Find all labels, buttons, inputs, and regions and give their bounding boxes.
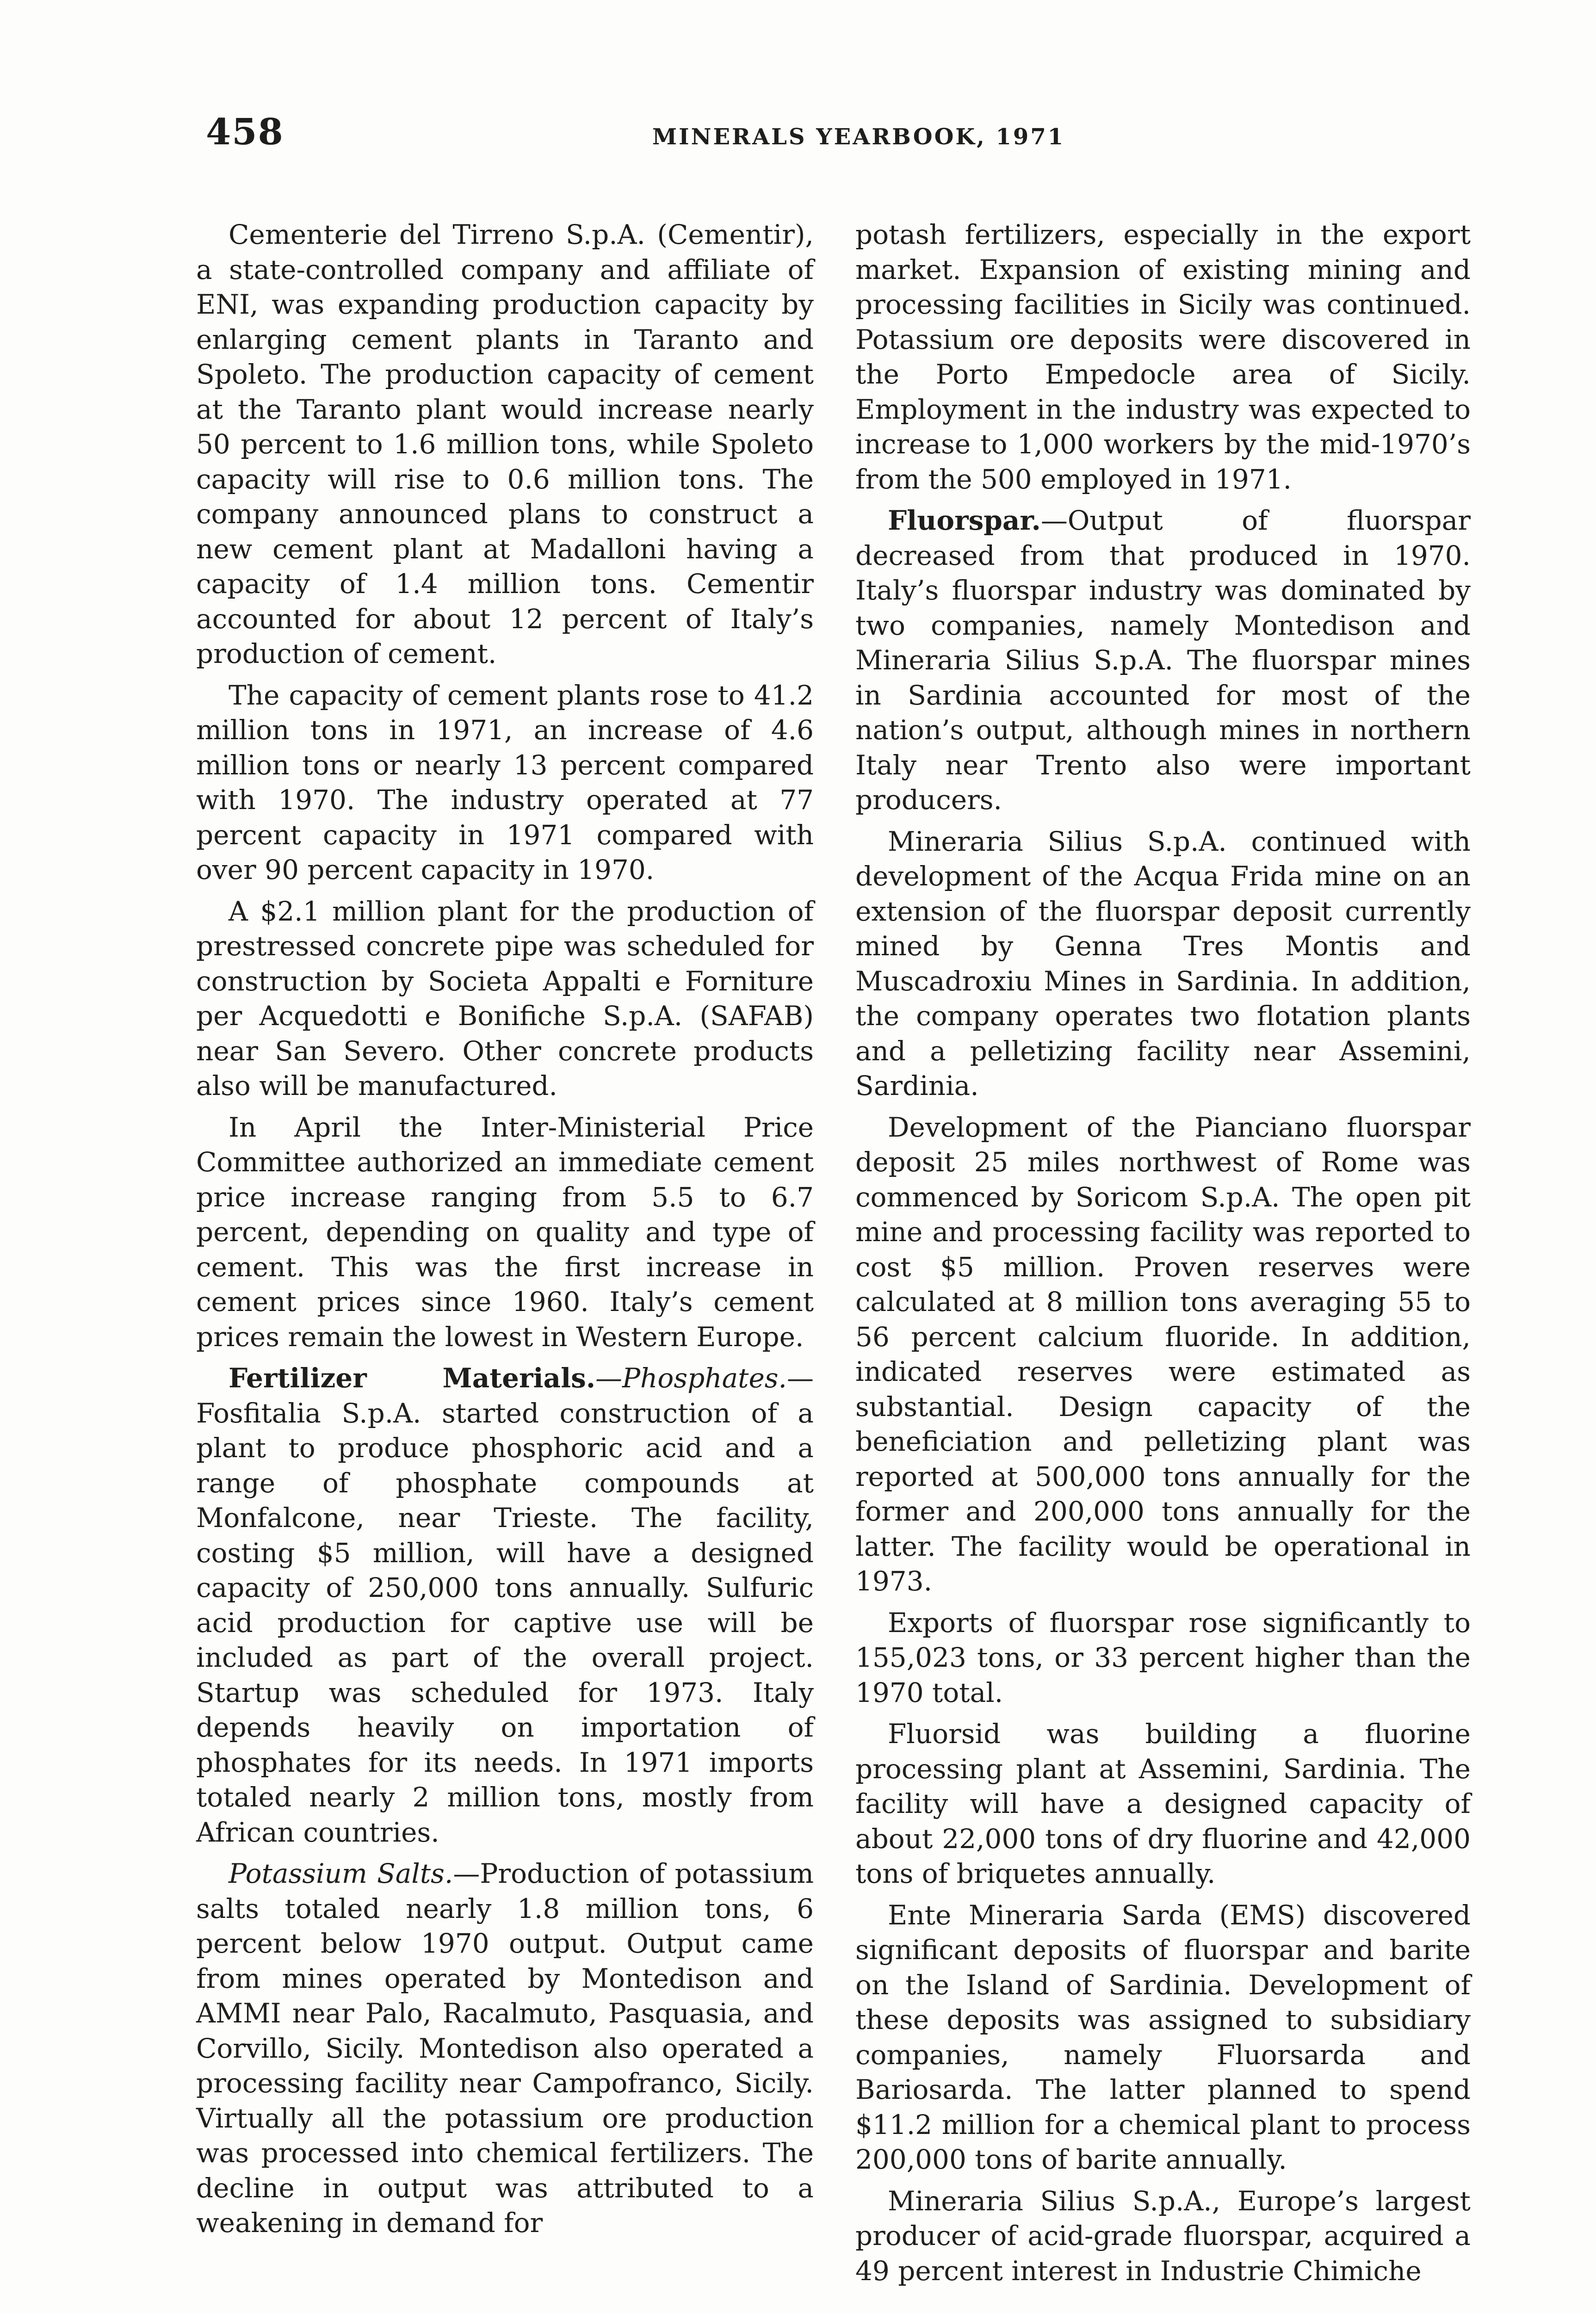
subheading-phosphates: —Phosphates. (595, 1362, 787, 1394)
paragraph: Mineraria Silius S.p.A. continued with development of the Acqua Frida mine on an extension of the fluorspar deposit currently mined by Genna Tres Montis and Muscadroxiu Mines in Sardinia. In addition, the company operates two flotation plants and a pelletizing facility near Assemini, Sardinia. (855, 825, 1471, 1101)
paragraph (196, 1856, 814, 2241)
section-heading-fertilizer: Fertilizer Materials. (229, 1362, 596, 1394)
running-title: MINERALS YEARBOOK, 1971 (652, 124, 1065, 150)
paragraph (196, 1361, 814, 1850)
page-number: 458 (206, 111, 284, 153)
paragraph: The capacity of cement plants rose to 41.2 million tons in 1971, an increase of 4.6 million tons or nearly 13 percent compared with 1970. The industry operated at 77 percent capacity in 1971 compared with over 90 percent capacity in 1970. (196, 679, 814, 885)
paragraph: potash fertilizers, especially in the export market. Expansion of existing mining and processing facilities in Sicily was continued. Potassium ore deposits were discovered in the Porto Empedocle area of Sicily. Employment in the industry was expected to increase to 1,000 workers by the mid-1970’s from the 500 employed in 1971. (855, 219, 1471, 495)
paragraph: In April the Inter-Ministerial Price Committee authorized an immediate cement price increase ranging from 5.5 to 6.7 percent, depending on quality and type of cement. This was the first increase in cement prices since 1960. Italy’s cement prices remain the lowest in Western Europe. (196, 1111, 814, 1353)
paragraph-body: —Fosfitalia S.p.A. started construction of a plant to produce phosphoric acid and a range of phosphate compounds at Monfalcone, near Trieste. The facility, costing $5 million, will have a designed capacity of 250,000 tons annually. Sulfuric acid production for captive use will be included as part of the overall project. Startup was scheduled for 1973. Italy depends heavily on importation of phosphates for its needs. In 1971 imports totaled nearly 2 million tons, mostly from African countries. (196, 1362, 814, 1848)
paragraph: Fluorsid was building a fluorine processing plant at Assemini, Sardinia. The facility will have a designed capacity of about 22,000 tons of dry fluorine and 42,000 tons of briquetes annually. (855, 1718, 1471, 1889)
paragraph: Mineraria Silius S.p.A., Europe’s largest producer of acid-grade fluorspar, acquired a 49 percent interest in Industrie Chimiche (855, 2185, 1471, 2287)
paragraph: Ente Mineraria Sarda (EMS) discovered significant deposits of fluorspar and barite on the Island of Sardinia. Development of these deposits was assigned to subsidiary companies, namely Fluorsarda and Bariosarda. The latter planned to spend $11.2 million for a chemical plant to process 200,000 tons of barite annually. (855, 1899, 1471, 2175)
right-column (855, 217, 1471, 2295)
paragraph-body: —Output of fluorspar decreased from that produced in 1970. Italy’s fluorspar industry was dominated by two companies, namely Montedison and Mineraria Silius S.p.A. The fluorspar mines in Sardinia accounted for most of the nation’s output, although mines in northern Italy near Trento also were important producers. (855, 505, 1471, 816)
paragraph: A $2.1 million plant for the production of prestressed concrete pipe was scheduled for construction by Societa Appalti e Forniture per Acquedotti e Bonifiche S.p.A. (SAFAB) near San Severo. Other concrete products also will be manufactured. (196, 895, 814, 1101)
paragraph: Cementerie del Tirreno S.p.A. (Cementir), a state-controlled company and affiliate of ENI, was expanding production capacity by enlarging cement plants in Taranto and Spoleto. The production capacity of cement at the Taranto plant would increase nearly 50 percent to 1.6 million tons, while Spoleto capacity will rise to 0.6 million tons. The company announced plans to construct a new cement plant at Madalloni having a capacity of 1.4 million tons. Cementir accounted for about 12 percent of Italy’s production of cement. (196, 219, 814, 669)
left-column (196, 217, 814, 2247)
subheading-potassium-salts: Potassium Salts. (229, 1858, 453, 1889)
section-heading-fluorspar: Fluorspar. (888, 505, 1041, 536)
paragraph (855, 503, 1471, 818)
paragraph: Exports of fluorspar rose significantly to 155,023 tons, or 33 percent higher than the 1970 total. (855, 1607, 1471, 1708)
paragraph: Development of the Pianciano fluorspar deposit 25 miles northwest of Rome was commenced by Soricom S.p.A. The open pit mine and processing facility was reported to cost $5 million. Proven reserves were calculated at 8 million tons averaging 55 to 56 percent calcium fluoride. In addition, indicated reserves were estimated as substantial. Design capacity of the beneficiation and pelletizing plant was reported at 500,000 tons annually for the former and 200,000 tons annually for the latter. The facility would be operational in 1973. (855, 1111, 1471, 1597)
paragraph-body: —Production of potassium salts totaled nearly 1.8 million tons, 6 percent below 1970 output. Output came from mines operated by Montedison and AMMI near Palo, Racalmuto, Pasquasia, and Corvillo, Sicily. Montedison also operated a processing facility near Campofranco, Sicily. Virtually all the potassium ore production was processed into chemical fertilizers. The decline in output was attributed to a weakening in demand for (196, 1858, 814, 2239)
